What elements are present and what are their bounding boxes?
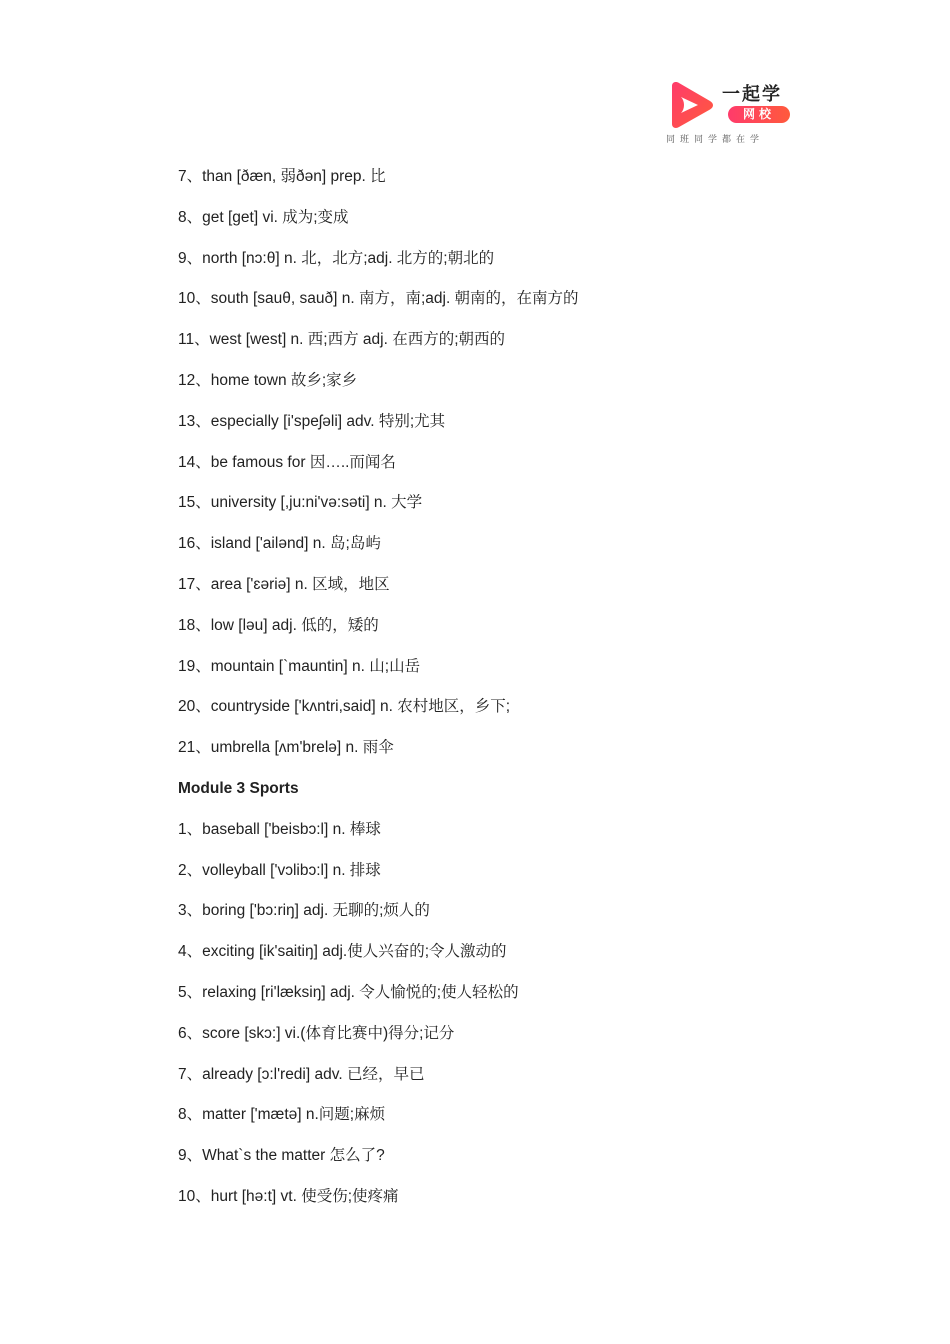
logo-slogan: 同班同学都在学 (666, 135, 765, 145)
brand-logo (666, 80, 796, 146)
vocabulary-list (178, 166, 878, 1227)
vocab-item: 10、south [sauθ, sauð] n. 南方，南;adj. 朝南的，在南方的 (178, 290, 579, 308)
play-logo-icon (666, 80, 716, 130)
vocab-item: 7、than [ðæn, 弱ðən] prep. 比 (178, 168, 386, 185)
section-heading: Module 3 Sports (178, 779, 299, 797)
vocab-item: 5、relaxing [ri'læksiŋ] adj. 令人愉悦的;使人轻松的 (178, 983, 519, 1001)
vocab-item: 18、low [ləu] adj. 低的，矮的 (178, 616, 379, 634)
vocab-item: 15、university [,ju:ni'və:səti] n. 大学 (178, 494, 423, 512)
vocab-item: 16、island ['ailənd] n. 岛;岛屿 (178, 535, 381, 553)
vocab-item: 2、volleyball ['vɔlibɔ:l] n. 排球 (178, 861, 381, 879)
vocab-item: 9、What`s the matter 怎么了? (178, 1147, 385, 1165)
vocab-item: 8、get [get] vi. 成为;变成 (178, 208, 349, 226)
vocab-item: 7、already [ɔ:l'redi] adv. 已经，早已 (178, 1065, 425, 1083)
vocab-item: 14、be famous for 因…..而闻名 (178, 453, 396, 471)
vocab-item: 4、exciting [ik'saitiŋ] adj.使人兴奋的;令人激动的 (178, 943, 507, 961)
vocab-item: 10、hurt [hə:t] vt. 使受伤;使疼痛 (178, 1187, 399, 1205)
logo-badge: 网校 (728, 106, 790, 123)
vocab-item: 6、score [skɔ:] vi.(体育比赛中)得分;记分 (178, 1024, 455, 1042)
vocab-item: 1、baseball ['beisbɔ:l] n. 棒球 (178, 820, 381, 838)
vocab-item: 19、mountain [`mauntin] n. 山;山岳 (178, 657, 421, 675)
logo-title: 一起学 (722, 84, 782, 105)
vocab-item: 8、matter ['mætə] n.问题;麻烦 (178, 1106, 386, 1124)
vocab-item: 21、umbrella [ʌm'brelə] n. 雨伞 (178, 739, 394, 757)
vocab-item: 11、west [west] n. 西;西方 adj. 在西方的;朝西的 (178, 331, 506, 349)
vocab-item: 9、north [nɔ:θ] n. 北，北方;adj. 北方的;朝北的 (178, 249, 495, 267)
vocab-item: 13、especially [i'speʃəli] adv. 特别;尤其 (178, 412, 446, 430)
vocab-item: 20、countryside ['kʌntri,said] n. 农村地区，乡下; (178, 698, 511, 716)
vocab-item: 12、home town 故乡;家乡 (178, 371, 358, 389)
vocab-item: 17、area ['ɛəriə] n. 区域，地区 (178, 575, 390, 593)
vocab-item: 3、boring ['bɔ:riŋ] adj. 无聊的;烦人的 (178, 902, 430, 920)
